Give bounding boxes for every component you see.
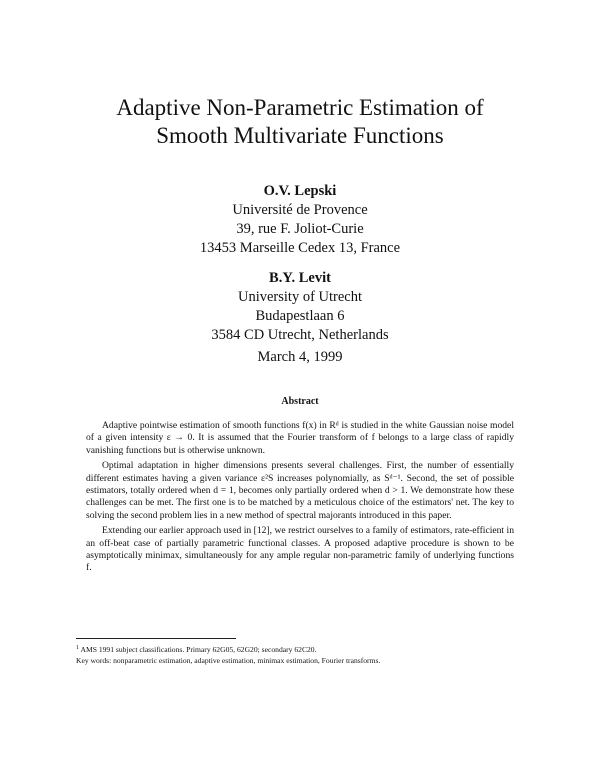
author-affiliation: University of Utrecht bbox=[237, 289, 363, 305]
footnote-1 bbox=[76, 643, 536, 656]
abstract-heading: Abstract bbox=[281, 396, 319, 407]
author-name: B.Y. Levit bbox=[269, 270, 331, 286]
author-name: O.V. Lepski bbox=[263, 183, 337, 199]
author-address-line-2: 3584 CD Utrecht, Netherlands bbox=[211, 327, 389, 343]
author-address-line-1: Budapestlaan 6 bbox=[255, 308, 345, 324]
abstract-body bbox=[86, 420, 514, 578]
paper-title bbox=[0, 94, 600, 150]
title-line-1: Adaptive Non-Parametric Estimation of bbox=[116, 95, 484, 120]
footnote-divider bbox=[76, 638, 236, 639]
footnotes bbox=[76, 643, 536, 666]
abstract-paragraph-2: Optimal adaptation in higher dimensions presents several challenges. First, the number of essentially different estimates having a given variance ε²S increases polynomially, as Sᵈ⁻¹. Second, the set of possible estimators, totally ordered when d = 1, becomes only partially ordered when d > 1. We demonstrate how these challenges can be met. The first one is to be matched by a meticulous choice of the estimators' net. The key to solving the second problem lies in a new method of spectral majorants introduced in this paper. bbox=[86, 460, 514, 521]
abstract-paragraph-3: Extending our earlier approach used in [12], we restrict ourselves to a family of estimators, rate-efficient in an off-beat case of partially parametric functional classes. A proposed adaptive procedure is shown to be asymptotically minimax, simultaneously for any ample regular non-parametric family of underlying functions f. bbox=[86, 525, 514, 574]
author-block-2 bbox=[0, 269, 600, 345]
footnote-keywords: Key words: nonparametric estimation, adaptive estimation, minimax estimation, Fourier transforms. bbox=[76, 655, 381, 665]
title-line-2: Smooth Multivariate Functions bbox=[156, 123, 444, 148]
abstract-paragraph-1: Adaptive pointwise estimation of smooth functions f(x) in Rᵈ is studied in the white Gaussian noise model of a given intensity ε → 0. It is assumed that the Fourier transform of f belongs to a large class of rapidly vanishing functions but is otherwise unknown. bbox=[86, 420, 514, 456]
author-address-line-1: 39, rue F. Joliot-Curie bbox=[236, 221, 364, 237]
author-affiliation: Université de Provence bbox=[232, 202, 368, 218]
footnote-marker: 1 bbox=[76, 645, 79, 651]
paper-date: March 4, 1999 bbox=[257, 349, 343, 365]
author-address-line-2: 13453 Marseille Cedex 13, France bbox=[199, 240, 401, 256]
author-block-1 bbox=[0, 182, 600, 258]
footnote-ams-classification: AMS 1991 subject classifications. Primary 62G05, 62G20; secondary 62C20. bbox=[80, 645, 317, 654]
